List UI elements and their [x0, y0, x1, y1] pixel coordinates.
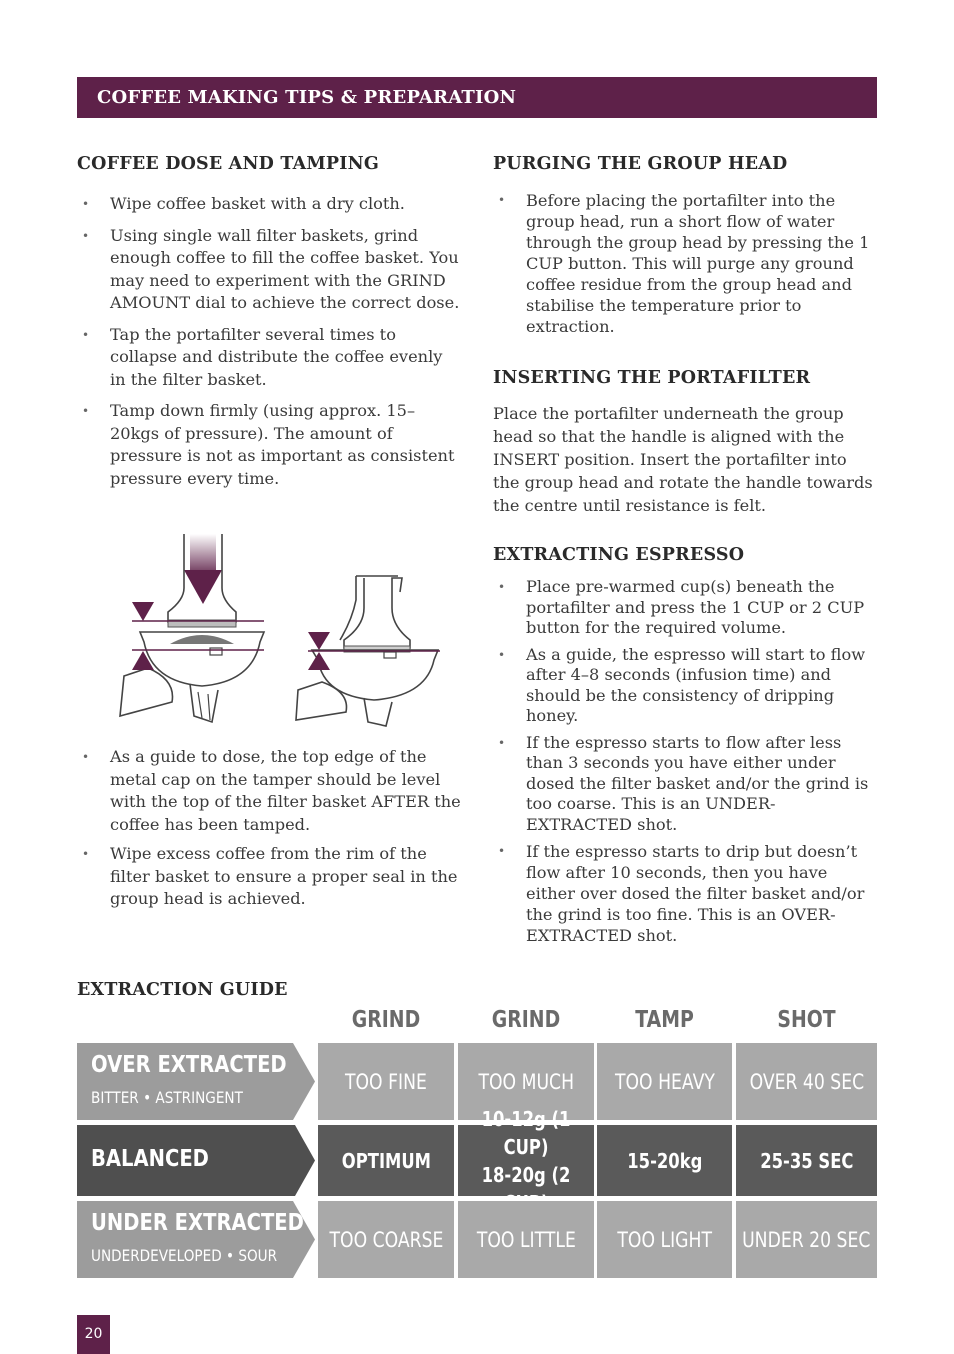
cell-balanced-tamp: 15-20kg — [597, 1125, 732, 1196]
heading-extracting: EXTRACTING ESPRESSO — [493, 545, 745, 565]
tamper-after-icon — [296, 576, 440, 726]
cell-under-dose: TOO LITTLE — [458, 1201, 594, 1278]
row-label-balanced — [77, 1125, 315, 1196]
section-banner: COFFEE MAKING TIPS & PREPARATION — [77, 77, 877, 118]
heading-purging: PURGING THE GROUP HEAD — [493, 154, 788, 174]
list-item: • As a guide, the espresso will start to flow after 4–8 seconds (infusion time) and should be the consistency of dripping honey. — [498, 644, 866, 725]
tamping-illustration — [112, 530, 452, 730]
page-number: 20 — [77, 1315, 110, 1354]
tamper-before-icon — [120, 534, 264, 722]
heading-dose-tamping: COFFEE DOSE AND TAMPING — [77, 154, 380, 174]
dose-guide-bullet-list — [77, 746, 462, 911]
cell-balanced-grind: OPTIMUM — [318, 1125, 454, 1196]
column-header-grind-dose: GRIND — [491, 1007, 561, 1033]
row-label-over-extracted — [77, 1043, 315, 1120]
list-item: • Wipe excess coffee from the rim of the filter basket to ensure a proper seal in the group head is achieved. — [82, 844, 458, 908]
list-item: • Wipe coffee basket with a dry cloth. — [82, 194, 405, 213]
cell-balanced-dose: 10-12g (1 CUP) 18-20g (2 — [458, 1125, 594, 1196]
cell-over-time: OVER 40 SEC — [736, 1043, 877, 1120]
list-item: • If the espresso starts to flow after less than 3 seconds you have either under dosed the filter basket and/or the grind is too coarse. This is an UNDER-EXTRACTED shot. — [498, 732, 869, 834]
heading-inserting: INSERTING THE PORTAFILTER — [493, 368, 811, 388]
inserting-text: Place the portafilter underneath the group head so that the handle is aligned with the INSERT position. Insert the portafilter into the group head and rotate the handle towards the centre until resistance is felt. — [493, 404, 873, 515]
extract-bullet-list — [493, 577, 877, 946]
cell-balanced-time: 25-35 SEC — [736, 1125, 877, 1196]
row-title: BALANCED — [91, 1146, 209, 1172]
list-item: • Place pre-warmed cup(s) beneath the portafilter and press the 1 CUP or 2 CUP button for the required volume. — [498, 577, 865, 637]
left-column — [77, 154, 462, 490]
column-header-grind: GRIND — [351, 1007, 421, 1033]
heading-extraction-guide: EXTRACTION GUIDE — [77, 980, 288, 1000]
purge-bullet-list — [493, 190, 877, 337]
cell-under-grind: TOO COARSE — [318, 1201, 454, 1278]
list-item: • Tamp down firmly (using approx. 15–20kgs of pressure). The amount of pressure is not as important as consistent pressure every time. — [82, 401, 455, 488]
cell-under-tamp: TOO LIGHT — [597, 1201, 732, 1278]
cell-over-tamp: TOO HEAVY — [597, 1043, 732, 1120]
list-item: • If the espresso starts to drip but doesn’t flow after 10 seconds, then you have either over dosed the filter basket and/or the grind is too fine. This is an OVER-EXTRACTED shot. — [498, 842, 865, 945]
row-subtitle: BITTER • ASTRINGENT — [91, 1088, 243, 1107]
list-item: • Using single wall filter baskets, grind enough coffee to fill the coffee basket. You may need to experiment with the GRIND AMOUNT dial to achieve the correct dose. — [82, 225, 460, 312]
list-item: • As a guide to dose, the top edge of the metal cap on the tamper should be level with the top of the filter basket AFTER the coffee has been tamped. — [82, 747, 461, 834]
row-title: UNDER EXTRACTED — [91, 1210, 304, 1236]
list-item: • Tap the portafilter several times to collapse and distribute the coffee evenly in the filter basket. — [82, 324, 443, 389]
row-label-under-extracted — [77, 1201, 315, 1278]
cell-over-grind: TOO FINE — [318, 1043, 454, 1120]
left-column-continued — [77, 746, 462, 911]
cell-under-time: UNDER 20 SEC — [736, 1201, 877, 1278]
column-header-shot-time: SHOT — [777, 1007, 836, 1033]
cell-over-dose: TOO MUCH — [458, 1043, 594, 1120]
list-item: • Before placing the portafilter into the group head, run a short flow of water through the group head by pressing the 1 CUP button. This will purge any ground coffee residue from the group head and stabilise the temperature prior to extraction. — [498, 191, 870, 336]
row-subtitle: UNDERDEVELOPED • SOUR — [91, 1246, 278, 1265]
right-column — [493, 154, 877, 946]
column-header-tamp: TAMP — [635, 1007, 694, 1033]
row-title: OVER EXTRACTED — [91, 1052, 287, 1078]
dose-bullet-list — [77, 193, 462, 490]
